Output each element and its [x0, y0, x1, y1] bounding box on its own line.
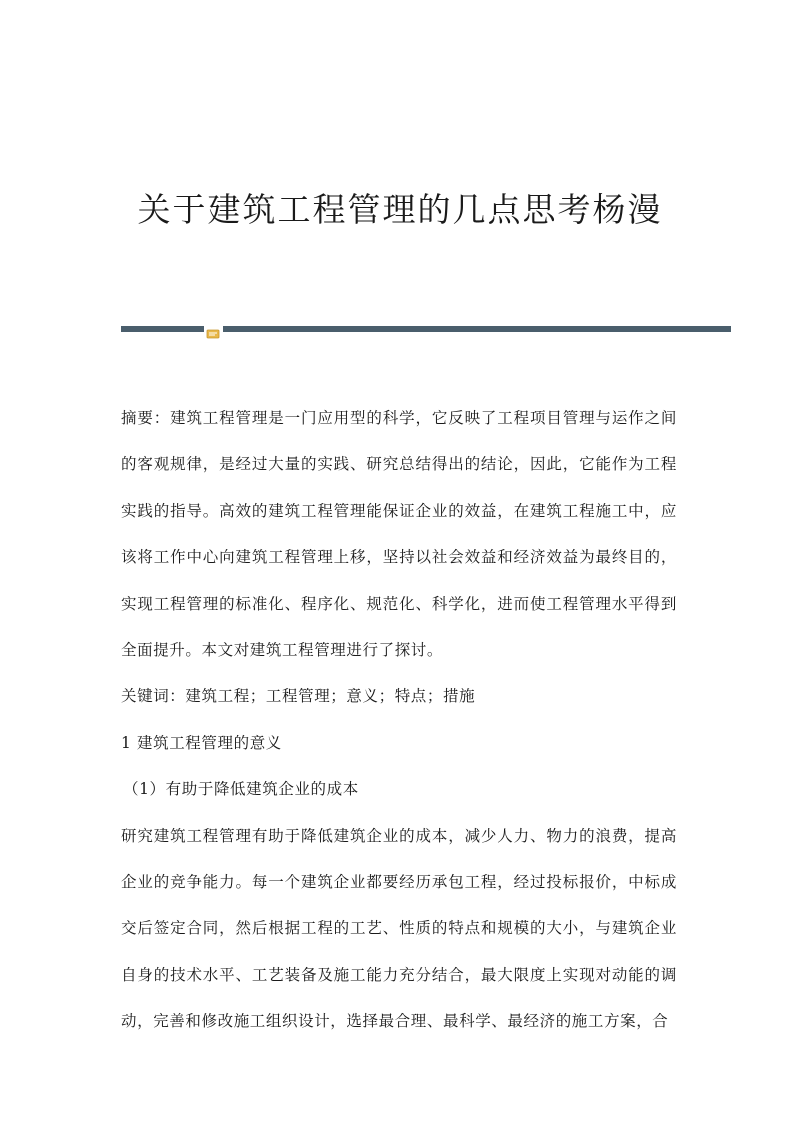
ornament-icon [206, 324, 220, 334]
title-divider [121, 325, 731, 333]
document-title: 关于建筑工程管理的几点思考杨漫 [137, 190, 663, 229]
body-paragraph: 研究建筑工程管理有助于降低建筑企业的成本，减少人力、物力的浪费，提高企业的竞争能力。每一个建筑企业都要经历承包工程，经过投标报价，中标成交后签定合同，然后根据工程的工艺、性质的特点和规模的大小，与建筑企业自身的技术水平、工艺装备及施工能力充分结合，最大限度上实现对动能的调动，完善和修改施工组织设计，选择最合理、最科学、最经济的施工方案，合 [121, 826, 677, 1031]
section-heading: 1 建筑工程管理的意义 [121, 733, 282, 752]
subsection-heading: （1）有助于降低建筑企业的成本 [123, 780, 359, 799]
keywords-line: 关键词：建筑工程；工程管理；意义；特点；措施 [121, 687, 476, 706]
divider-right-bar [223, 326, 731, 332]
document-body [121, 395, 677, 1045]
divider-left-bar [121, 326, 204, 332]
abstract-paragraph: 摘要：建筑工程管理是一门应用型的科学，它反映了工程项目管理与运作之间的客观规律，是经过大量的实践、研究总结得出的结论，因此，它能作为工程实践的指导。高效的建筑工程管理能保证企业的效益，在建筑工程施工中，应该将工作中心向建筑工程管理上移，坚持以社会效益和经济效益为最终目的，实现工程管理的标准化、程序化、规范化、科学化，进而使工程管理水平得到全面提升。本文对建筑工程管理进行了探讨。 [121, 409, 677, 660]
